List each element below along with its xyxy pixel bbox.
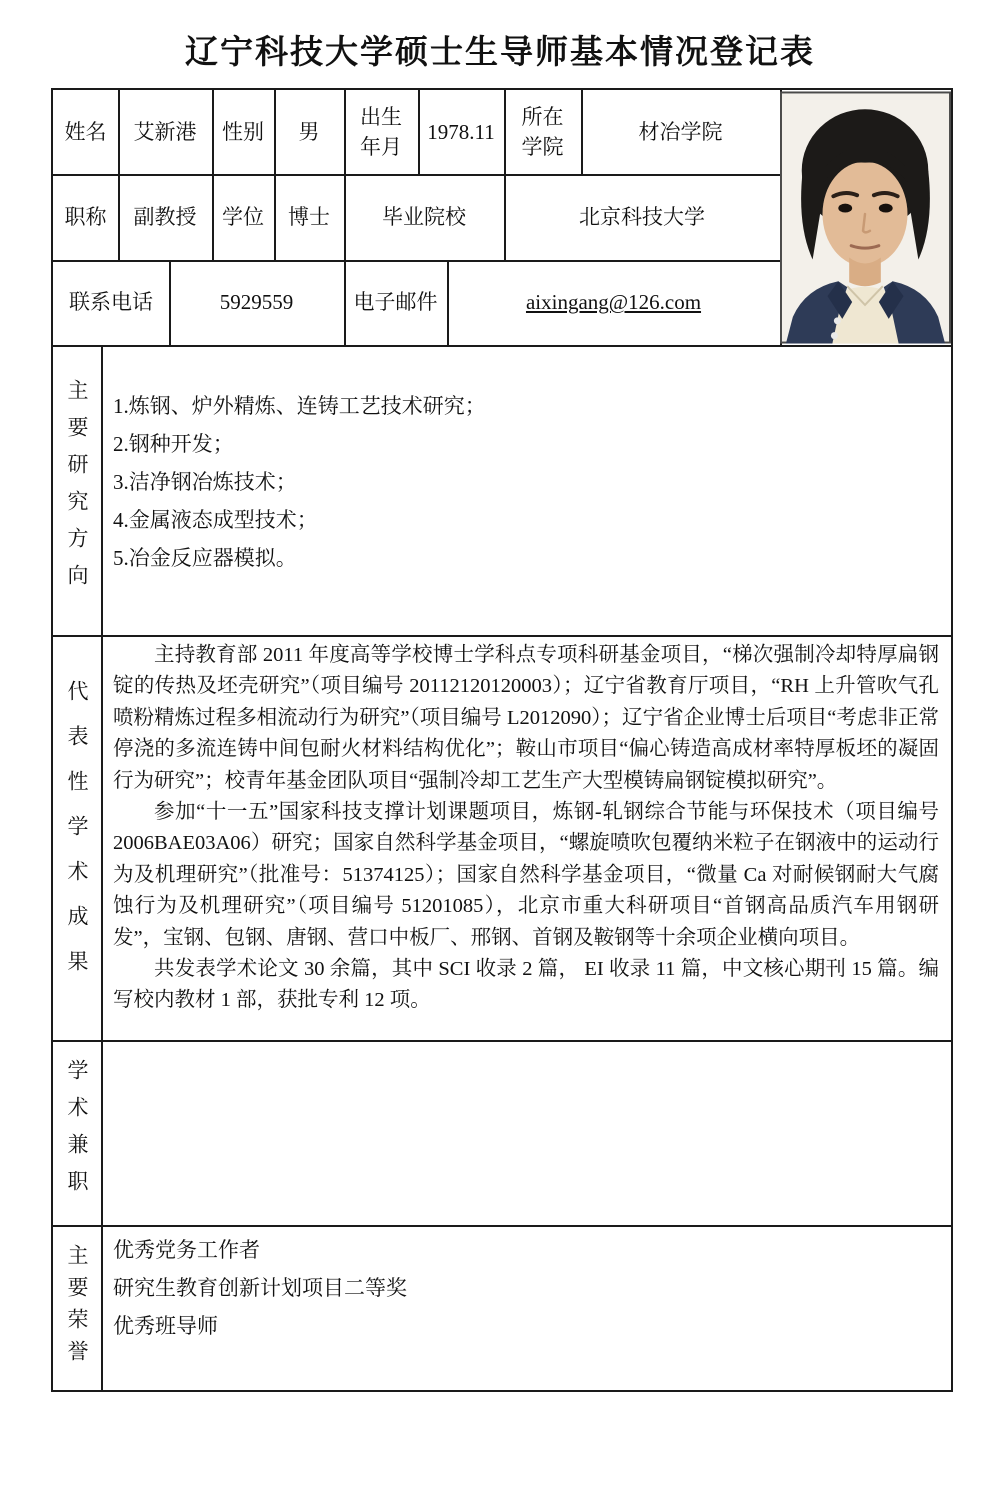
portrait-photo <box>780 90 951 345</box>
research-item: 3.洁净钢冶炼技术； <box>113 470 297 494</box>
name-label: 姓名 <box>64 119 107 144</box>
achievements-paragraph: 参加“十一五”国家科技支撑计划课题项目，炼钢-轧钢综合节能与环保技术（项目编号 2006BAE03A06）研究；国家自然科学基金项目，“螺旋喷吹包覆纳米粒子在钢液中的运动行为及机理研究”（批准号：51374125）；国家自然科学基金项目，“微量 Ca 对耐候钢耐大气腐蚀行为及机理研究”（项目编号 51201085），北京市重大科研项目“首钢高品质汽车用钢研发”，宝钢、包钢、唐钢、营口中板厂、邢钢、首钢及鞍钢等十余项企业横向项目。 <box>113 801 939 949</box>
page-title: 辽宁科技大学硕士生导师基本情况登记表 <box>185 35 815 71</box>
email-label: 电子邮件 <box>353 290 438 315</box>
achievements-paragraph: 主持教育部 2011 年度高等学校博士学科点专项科研基金项目，“梯次强制冷却特厚扁钢锭的传热及坯壳研究”（项目编号 20112120120003）；辽宁省教育厅项目，“RH 上升管吹气孔喷粉精炼过程多相流动行为研究”（项目编号 L2012090）；辽宁省企业博士后项目“考虑非正常停浇的多流连铸中间包耐火材料结构优化”；鞍山市项目“偏心铸造高成材率特厚板坯的凝固行为研究”；校青年基金团队项目“强制冷却工艺生产大型模铸扁钢锭模拟研究”。 <box>113 644 939 792</box>
achievements-content <box>101 635 951 1040</box>
research-section-label: 主要研究方向 <box>65 379 89 601</box>
honors-section-label-cell <box>53 1225 101 1390</box>
professional-title-label: 职称 <box>64 204 107 229</box>
honor-item: 研究生教育创新计划项目二等奖 <box>113 1276 407 1300</box>
honors-content <box>101 1225 951 1390</box>
achievements-section-label-cell <box>53 635 101 1040</box>
honor-item: 优秀党务工作者 <box>113 1238 260 1262</box>
college-value: 材冶学院 <box>638 119 723 144</box>
research-item: 1.炼钢、炉外精炼、连铸工艺技术研究； <box>113 394 486 418</box>
degree-label: 学位 <box>222 204 264 229</box>
email-link[interactable]: aixingang@126.com <box>525 290 702 315</box>
degree-value: 博士 <box>288 204 330 229</box>
research-section-label-cell <box>53 345 101 635</box>
positions-section-label-cell <box>53 1040 101 1225</box>
gender-value: 男 <box>298 119 320 144</box>
positions-section-label: 学术兼职 <box>65 1058 89 1207</box>
research-item: 2.钢种开发； <box>113 432 234 456</box>
research-directions-content <box>101 345 951 635</box>
graduate-school-label: 毕业院校 <box>382 204 466 229</box>
phone-value: 5929559 <box>219 290 294 315</box>
achievements-section-label: 代表性学术成果 <box>65 680 89 995</box>
portrait-photo-illustration <box>780 90 951 345</box>
positions-content <box>101 1040 951 1225</box>
professional-title-value: 副教授 <box>133 204 197 229</box>
research-item: 5.冶金反应器模拟。 <box>113 546 297 570</box>
achievements-paragraph: 共发表学术论文 30 余篇，其中 SCI 收录 2 篇， EI 收录 11 篇，中文核心期刊 15 篇。编写校内教材 1 部，获批专利 12 项。 <box>113 958 939 1012</box>
phone-label: 联系电话 <box>69 290 153 315</box>
graduate-school-value: 北京科技大学 <box>579 204 705 229</box>
registration-table <box>51 88 953 1392</box>
gender-label: 性别 <box>222 119 264 144</box>
college-label: 所在学院 <box>521 104 564 159</box>
honors-section-label: 主要荣誉 <box>65 1243 89 1372</box>
birth-value: 1978.11 <box>427 119 495 144</box>
birth-label: 出生年月 <box>360 104 402 159</box>
research-item: 4.金属液态成型技术； <box>113 508 318 532</box>
honor-item: 优秀班导师 <box>113 1314 218 1338</box>
name-value: 艾新港 <box>133 119 197 144</box>
